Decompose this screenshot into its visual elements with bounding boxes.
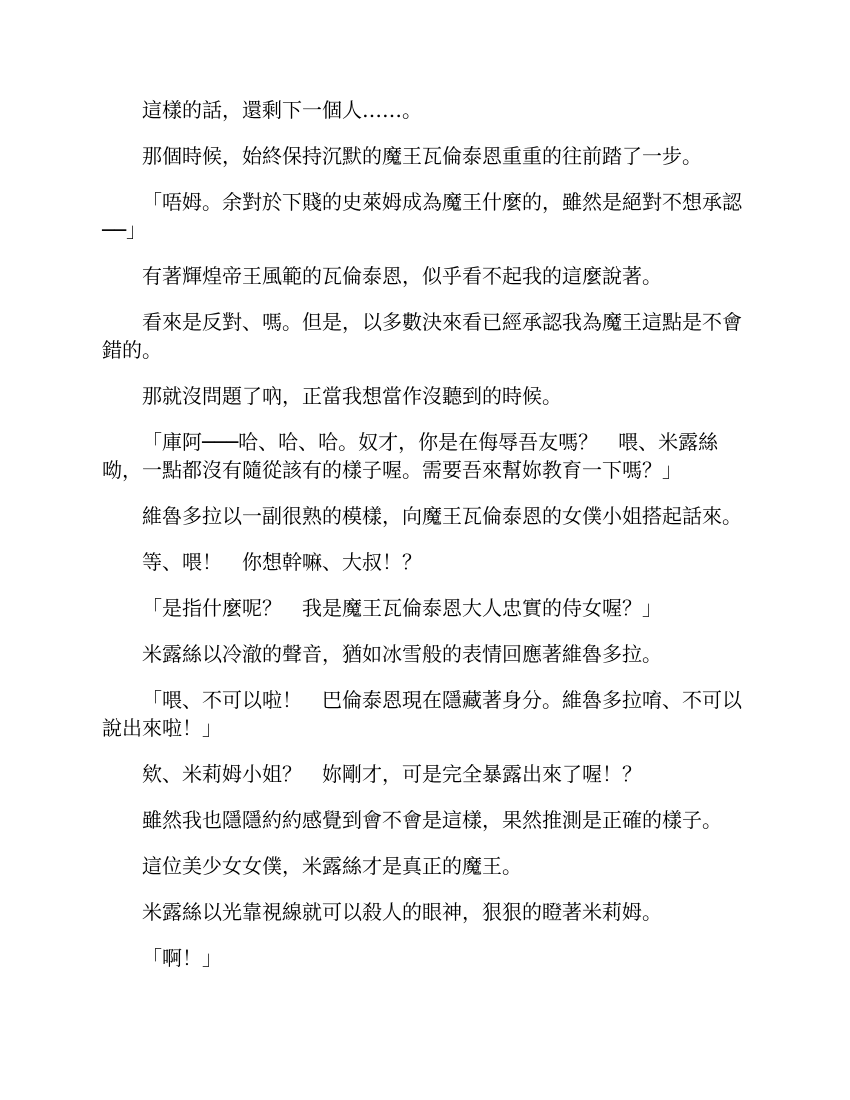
paragraph: 等、喂！ 你想幹嘛、大叔！？ <box>142 550 422 574</box>
paragraph: 米露絲以光靠視線就可以殺人的眼神，狠狠的瞪著米莉姆。 <box>142 900 662 924</box>
paragraph: 看來是反對、嗎。但是，以多數決來看已經承認我為魔王這點是不會錯的。 <box>102 310 742 362</box>
paragraph: 那個時候，始終保持沉默的魔王瓦倫泰恩重重的往前踏了一步。 <box>142 144 702 168</box>
paragraph: 雖然我也隱隱約約感覺到會不會是這樣，果然推測是正確的樣子。 <box>142 808 722 832</box>
paragraph: 維魯多拉以一副很熟的模樣，向魔王瓦倫泰恩的女僕小姐搭起話來。 <box>142 504 742 528</box>
paragraph: 這樣的話，還剩下一個人……。 <box>142 98 422 122</box>
paragraph: 「喂、不可以啦！ 巴倫泰恩現在隱藏著身分。維魯多拉唷、不可以說出來啦！」 <box>102 688 742 740</box>
paragraph: 這位美少女女僕，米露絲才是真正的魔王。 <box>142 854 522 878</box>
body-text <box>102 96 750 990</box>
paragraph: 「啊！」 <box>142 946 222 970</box>
paragraph: 欸、米莉姆小姐？ 妳剛才，可是完全暴露出來了喔！？ <box>142 762 642 786</box>
paragraph: 「是指什麼呢？ 我是魔王瓦倫泰恩大人忠實的侍女喔？」 <box>142 596 662 620</box>
paragraph: 「唔姆。余對於下賤的史萊姆成為魔王什麼的，雖然是絕對不想承認──」 <box>102 190 742 242</box>
paragraph: 米露絲以冷澈的聲音，猶如冰雪般的表情回應著維魯多拉。 <box>142 642 662 666</box>
paragraph: 「庫阿───哈、哈、哈。奴才，你是在侮辱吾友嗎？ 喂、米露絲呦，一點都沒有隨從該有的樣子喔。需要吾來幫妳教育一下嗎？」 <box>102 430 719 482</box>
paragraph: 那就沒問題了吶，正當我想當作沒聽到的時候。 <box>142 384 562 408</box>
paragraph: 有著輝煌帝王風範的瓦倫泰恩，似乎看不起我的這麼說著。 <box>142 264 662 288</box>
